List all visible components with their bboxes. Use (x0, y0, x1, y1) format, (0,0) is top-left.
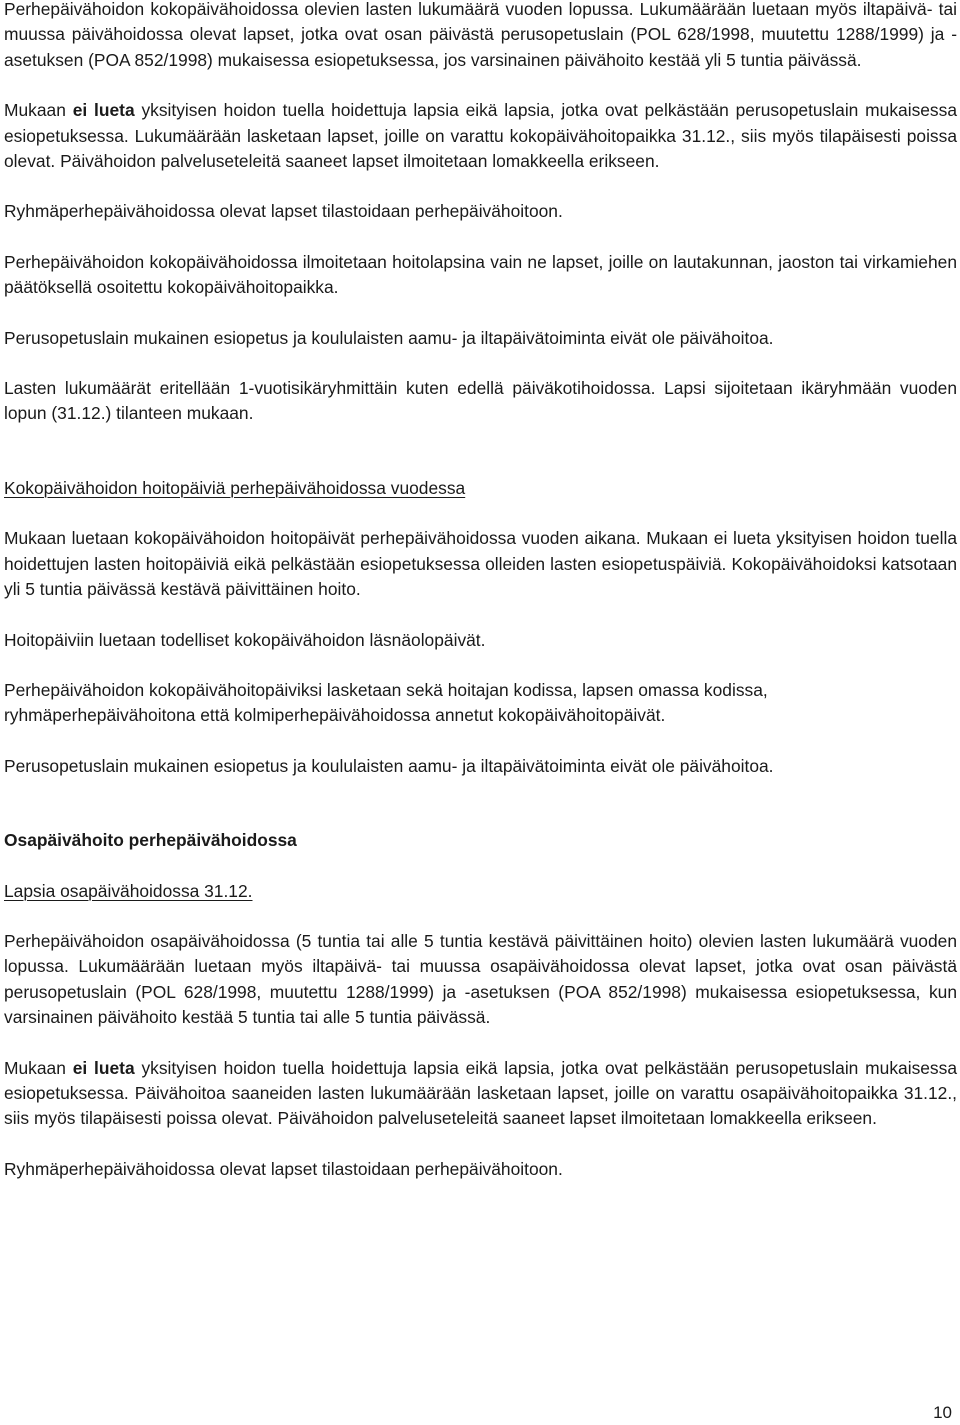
paragraph-care-days-counted: Mukaan luetaan kokopäivähoidon hoitopäivät perhepäivähoidossa vuoden aikana. Mukaan ei lueta yksityisen hoidon tuella hoidettujen lasten hoitopäiviä eikä pelkästään esiopetuksessa olleiden lasten esiopetuspäiviä. Kokopäivähoidoksi katsotaan yli 5 tuntia päivässä kestävä päivittäinen hoito. (4, 528, 957, 600)
text-segment: yksityisen hoidon tuella hoidettuja lapsia eikä lapsia, jotka ovat pelkästään perusopetuslain mukaisessa esiopetuksessa. Päivähoitoa saaneiden lasten lukumäärään lasketaan lapset, joille on varattu osapäivähoitopaikka 31.12., siis myös tilapäisesti poissa olevat. Päivähoidon palveluseteleitä saaneet lapset ilmoitetaan lomakkeella erikseen. (4, 1057, 957, 1129)
paragraph-children-count: Perhepäivähoidon kokopäivähoidossa olevien lasten lukumäärä vuoden lopussa. Lukumäärään luetaan myös iltapäivä- tai muussa päivähoidossa olevat lapset, jotka ovat osan päivästä perusopetuslain (POL 628/1998, muutettu 1288/1999) ja -asetuksen (POA 852/1998) mukaisessa esiopetuksessa, jos varsinainen päivähoito kestää yli 5 tuntia päivässä. (4, 0, 957, 70)
paragraph-preschool-not-daycare: Perusopetuslain mukainen esiopetus ja koululaisten aamu- ja iltapäivätoiminta eivät ole päivähoitoa. (4, 327, 774, 348)
paragraph-actual-attendance: Hoitopäiviin luetaan todelliset kokopäivähoidon läsnäolopäivät. (4, 629, 486, 650)
paragraph-care-days-locations: Perhepäivähoidon kokopäivähoitopäiviksi lasketaan sekä hoitajan kodissa, lapsen omassa kodissa, ryhmäperhepäivähoitona että kolmiperhepäivähoidossa annetut kokopäivähoitopäivät. (4, 679, 768, 726)
paragraph-partday-children-count: Perhepäivähoidon osapäivähoidossa (5 tuntia tai alle 5 tuntia kestävä päivittäinen hoito) olevien lasten lukumäärä vuoden lopussa. Lukumäärään luetaan myös iltapäivä- tai muussa osapäivähoidossa olevat lapset, jotka ovat osan päivästä perusopetuslain (POL 628/1998, muutettu 1288/1999) ja -asetuksen (POA 852/1998) mukaisessa esiopetuksessa, kun varsinainen päivähoito kestää 5 tuntia tai alle 5 tuntia päivässä. (4, 930, 957, 1028)
paragraph-partday-exclusions (4, 1056, 957, 1132)
spacer (4, 804, 957, 828)
section-heading-partday-care: Osapäivähoito perhepäivähoidossa (4, 830, 297, 851)
paragraph-age-groups: Lasten lukumäärät eritellään 1-vuotisikäryhmittäin kuten edellä päiväkotihoidossa. Lapsi sijoitetaan ikäryhmään vuoden lopun (31.12.) tilanteen mukaan. (4, 378, 957, 424)
paragraph-exclusions (4, 98, 957, 174)
section-heading-fullday-care-days: Kokopäivähoidon hoitopäiviä perhepäivähoidossa vuodessa (4, 477, 466, 498)
text-segment: Mukaan (4, 1057, 73, 1078)
paragraph-group-family-care: Ryhmäperhepäivähoidossa olevat lapset tilastoidaan perhepäivähoitoon. (4, 201, 563, 222)
text-segment: yksityisen hoidon tuella hoidettuja lapsia eikä lapsia, jotka ovat pelkästään perusopetuslain mukaisessa esiopetuksessa. Lukumäärään lasketaan lapset, joille on varattu kokopäivähoitopaikka 31.12., siis myös tilapäisesti poissa olevat. Päivähoidon palveluseteleitä saaneet lapset ilmoitetaan lomakkeella erikseen. (4, 100, 957, 172)
emphasis-ei-lueta: ei lueta (72, 1057, 135, 1078)
text-segment: Mukaan (4, 100, 73, 121)
paragraph-preschool-not-daycare-2: Perusopetuslain mukainen esiopetus ja koululaisten aamu- ja iltapäivätoiminta eivät ole päivähoitoa. (4, 755, 774, 776)
document-page (4, 0, 957, 1207)
paragraph-care-children-reported: Perhepäivähoidon kokopäivähoidossa ilmoitetaan hoitolapsina vain ne lapset, joille on lautakunnan, jaoston tai virkamiehen päätöksellä osoitettu kokopäivähoitopaikka. (4, 251, 957, 298)
emphasis-ei-lueta: ei lueta (72, 100, 135, 121)
subheading-partday-children: Lapsia osapäivähoidossa 31.12. (4, 880, 253, 901)
page-number: 10 (933, 1403, 952, 1422)
spacer (4, 452, 957, 476)
paragraph-group-family-care-2: Ryhmäperhepäivähoidossa olevat lapset tilastoidaan perhepäivähoitoon. (4, 1158, 563, 1179)
